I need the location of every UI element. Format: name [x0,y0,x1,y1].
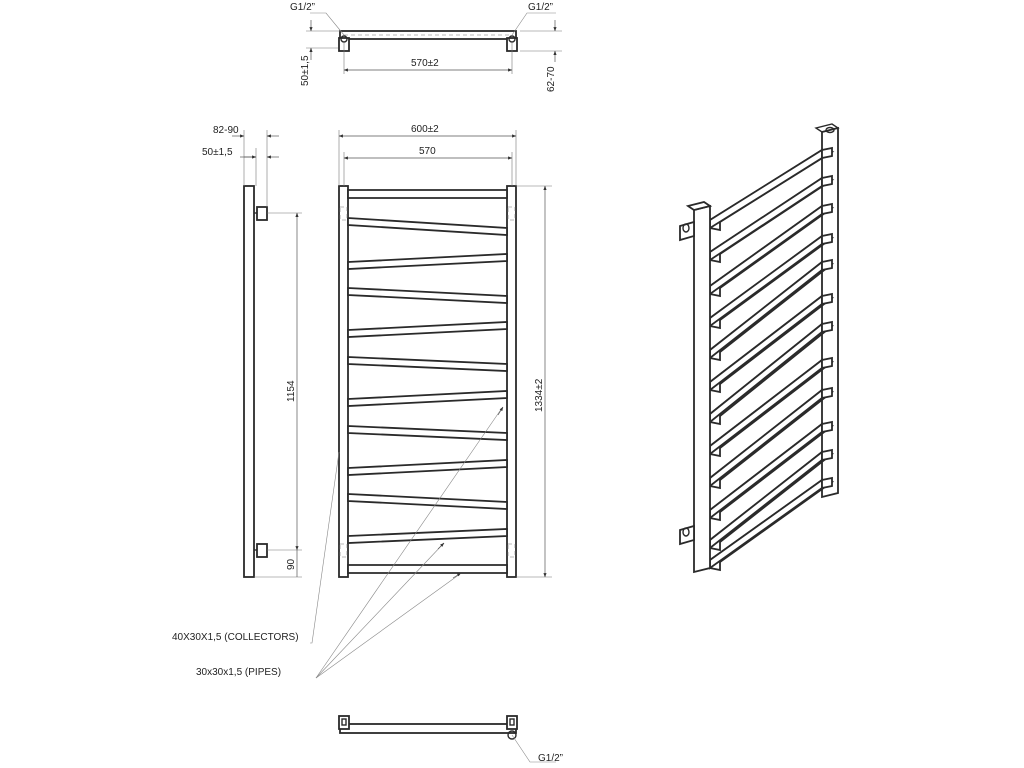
front-bar [348,357,507,371]
iso-left-collector [694,206,710,572]
front-view-left-collector [339,186,348,577]
callout-pipes: 30x30x1,5 (PIPES) [196,667,282,678]
dim-side-bottom-offset: 90 [286,558,297,570]
iso-bars [710,148,832,570]
dim-front-axis-width: 570 [419,146,436,157]
front-bar [348,460,507,475]
dim-side-depth-wall: 50±1,5 [202,147,233,158]
thread-label-bottom: G1/2” [538,753,564,764]
front-bar [348,190,507,198]
front-bar [348,494,507,509]
front-bar [348,426,507,440]
side-view-lower-bracket [257,544,267,557]
material-callouts [172,407,503,678]
front-view-right-collector [507,186,516,577]
side-view-collector [244,186,254,577]
bottom-view [339,716,563,764]
dim-top-offset: 50±1,5 [300,55,311,86]
front-bar [348,565,507,573]
thread-label-top-right: G1/2” [528,2,554,13]
isometric-view [680,124,838,572]
front-bar [348,288,507,303]
front-view-bars [348,190,507,573]
front-bar [348,391,507,406]
front-bar [348,218,507,235]
bottom-view-collector-bar [340,724,516,733]
top-view [290,2,562,92]
front-bar [348,322,507,337]
front-bar [348,254,507,269]
dim-top-span: 570±2 [411,58,439,69]
bottom-view-right-valve [507,716,517,729]
thread-label-top-left: G1/2” [290,2,316,13]
callout-collectors: 40X30X1,5 (COLLECTORS) [172,632,299,643]
front-bar [348,529,507,543]
dim-front-height: 1334±2 [534,378,545,412]
dim-side-connection-spacing: 1154 [286,380,297,402]
front-view [339,124,552,577]
side-view-upper-bracket [257,207,267,220]
bottom-view-left-valve [339,716,349,729]
side-view [202,125,302,577]
dim-front-width: 600±2 [411,124,439,135]
dim-side-depth-total: 82-90 [213,125,239,136]
dim-top-depth: 62-70 [546,66,557,92]
